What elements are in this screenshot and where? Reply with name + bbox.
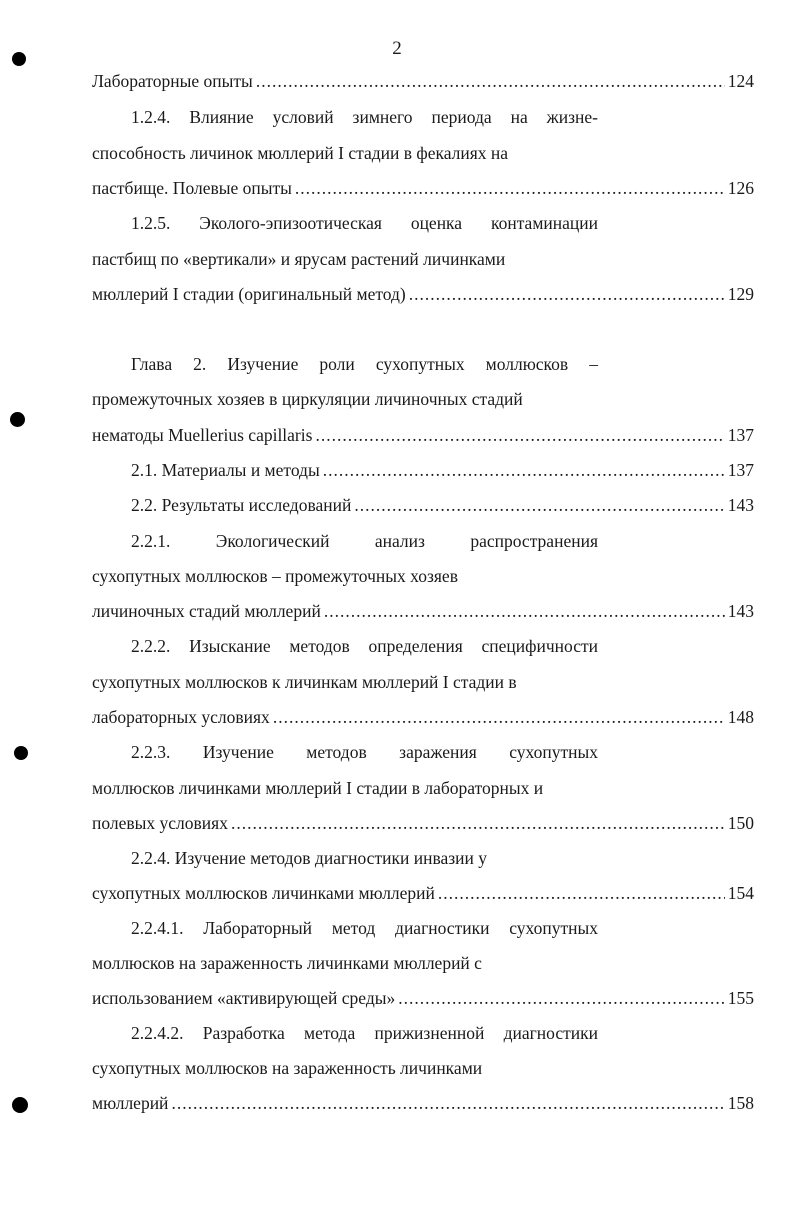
dot-leader — [398, 987, 724, 1009]
toc-entry-2-2-1[interactable] — [92, 600, 754, 622]
dot-leader — [171, 1092, 724, 1114]
toc-entry-title: 2.2. Результаты исследований — [131, 495, 352, 515]
toc-chapter-2-line1: Глава 2. Изучение роли сухопутных моллюсков – — [131, 354, 598, 374]
punch-hole-mark — [10, 412, 25, 427]
toc-entry-title: мюллерий — [92, 1093, 169, 1113]
toc-entry-2-2-2-line1: 2.2.2. Изыскание методов определения специфичности — [131, 636, 598, 656]
toc-entry-2-2-4-1-line1: 2.2.4.1. Лабораторный метод диагностики сухопутных — [131, 918, 598, 938]
toc-entry-2-1[interactable] — [131, 459, 754, 481]
toc-entry-2-2-4-2-line1: 2.2.4.2. Разработка метода прижизненной диагностики — [131, 1023, 598, 1043]
toc-entry-1-2-5[interactable] — [92, 283, 754, 305]
toc-entry-2-2-2[interactable] — [92, 706, 754, 728]
toc-page-number: 137 — [727, 425, 754, 445]
toc-entry-title: Лабораторные опыты — [92, 71, 253, 91]
dot-leader — [323, 459, 725, 481]
toc-page-number: 150 — [727, 813, 754, 833]
toc-entry-title: мюллерий I стадии (оригинальный метод) — [92, 284, 406, 304]
toc-entry-1-2-4-line1: 1.2.4. Влияние условий зимнего периода на жизне- — [131, 107, 598, 127]
toc-page-number: 154 — [727, 883, 754, 903]
toc-entry-title: полевых условиях — [92, 813, 228, 833]
toc-entry-title: пастбище. Полевые опыты — [92, 178, 292, 198]
toc-entry-2-2[interactable] — [131, 494, 754, 516]
toc-entry-2-2-4-1-line2: моллюсков на зараженность личинками мюллерий с — [92, 953, 482, 973]
toc-page-number: 129 — [727, 284, 754, 304]
punch-hole-mark — [12, 1097, 28, 1113]
toc-page-number: 148 — [727, 707, 754, 727]
dot-leader — [315, 424, 724, 446]
dot-leader — [231, 812, 725, 834]
punch-hole-mark — [14, 746, 28, 760]
toc-chapter-2[interactable] — [92, 424, 754, 446]
dot-leader — [256, 70, 725, 92]
toc-chapter-2-line2: промежуточных хозяев в циркуляции личиночных стадий — [92, 389, 523, 409]
page-number: 2 — [392, 38, 402, 59]
toc-entry-2-2-4[interactable] — [92, 882, 754, 904]
toc-entry-1-2-4-line2: способность личинок мюллерий I стадии в фекалиях на — [92, 143, 509, 163]
toc-page-number: 137 — [727, 460, 754, 480]
toc-page-number: 124 — [727, 71, 754, 91]
toc-entry-2-2-1-line2: сухопутных моллюсков – промежуточных хозяев — [92, 566, 458, 586]
toc-entry-1-2-5-line2: пастбищ по «вертикали» и ярусам растений личинками — [92, 249, 506, 269]
toc-entry-title: лабораторных условиях — [92, 707, 270, 727]
dot-leader — [273, 706, 725, 728]
toc-page-number: 143 — [727, 495, 754, 515]
toc-entry-1-2-5-line1: 1.2.5. Эколого-эпизоотическая оценка контаминации — [131, 213, 598, 233]
dot-leader — [438, 882, 725, 904]
toc-entry-2-2-3-line2: моллюсков личинками мюллерий I стадии в лабораторных и — [92, 778, 544, 798]
toc-entry-2-2-4-2[interactable] — [92, 1092, 754, 1114]
dot-leader — [354, 494, 724, 516]
toc-entry-lab-experiments[interactable] — [92, 70, 754, 92]
dot-leader — [409, 283, 725, 305]
toc-entry-title: сухопутных моллюсков личинками мюллерий — [92, 883, 435, 903]
toc-page-number: 143 — [727, 601, 754, 621]
toc-page-number: 126 — [727, 178, 754, 198]
toc-entry-title: нематоды Muellerius capillaris — [92, 425, 313, 445]
toc-entry-2-2-1-line1: 2.2.1. Экологический анализ распространения — [131, 531, 598, 551]
punch-hole-mark — [12, 52, 26, 66]
toc-entry-2-2-4-line1: 2.2.4. Изучение методов диагностики инвазии у — [131, 848, 488, 868]
dot-leader — [324, 600, 725, 622]
toc-entry-2-2-4-2-line2: сухопутных моллюсков на зараженность личинками — [92, 1058, 483, 1078]
toc-entry-2-2-3-line1: 2.2.3. Изучение методов заражения сухопутных — [131, 742, 598, 762]
toc-entry-title: личиночных стадий мюллерий — [92, 601, 321, 621]
toc-entry-title: 2.1. Материалы и методы — [131, 460, 320, 480]
toc-entry-1-2-4[interactable] — [92, 177, 754, 199]
toc-page-number: 155 — [727, 988, 754, 1008]
dot-leader — [295, 177, 725, 199]
toc-entry-2-2-4-1[interactable] — [92, 987, 754, 1009]
toc-page-number: 158 — [727, 1093, 754, 1113]
toc-entry-2-2-2-line2: сухопутных моллюсков к личинкам мюллерий I стадии в — [92, 672, 517, 692]
toc-entry-2-2-3[interactable] — [92, 812, 754, 834]
toc-entry-title: использованием «активирующей среды» — [92, 988, 396, 1008]
